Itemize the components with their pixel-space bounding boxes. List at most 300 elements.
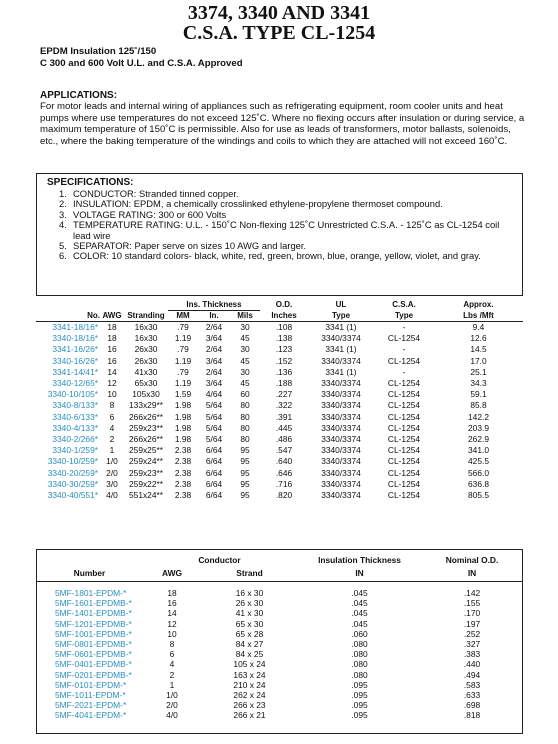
table-cell: CL-1254 bbox=[387, 400, 421, 411]
table-cell: 3340/3374 bbox=[321, 389, 361, 400]
title-line-2: C.S.A. TYPE CL-1254 bbox=[182, 22, 376, 44]
table-row bbox=[36, 412, 523, 423]
table-cell: .383 bbox=[463, 649, 481, 660]
table-row bbox=[36, 490, 523, 501]
table-cell: .045 bbox=[351, 588, 368, 598]
table-cell: 6/64 bbox=[205, 467, 223, 478]
table-cell: .045 bbox=[351, 618, 368, 629]
part-number: 3341-18/16* bbox=[52, 322, 98, 332]
table-row bbox=[37, 690, 522, 700]
table-cell: .79 bbox=[177, 322, 189, 332]
table-cell: 259x23** bbox=[129, 467, 163, 478]
table-row bbox=[36, 434, 523, 445]
table-cell: 6 bbox=[109, 411, 115, 422]
table-cell: 266 x 23 bbox=[233, 700, 266, 711]
table-cell: .252 bbox=[463, 628, 481, 639]
table-cell: 259x22** bbox=[129, 478, 163, 489]
applications-heading: APPLICATIONS: bbox=[40, 90, 118, 101]
table-cell: 30 bbox=[240, 322, 250, 332]
table-row bbox=[37, 608, 522, 618]
table-cell: .486 bbox=[275, 434, 293, 445]
table-cell: 3/64 bbox=[205, 378, 223, 389]
table-cell: 2 bbox=[169, 669, 175, 680]
table-cell: 6/64 bbox=[205, 478, 223, 489]
table-row bbox=[36, 344, 523, 355]
column-header: AWG bbox=[100, 311, 124, 322]
part-number: 3340-40/551* bbox=[47, 490, 98, 501]
column-header: Strand bbox=[202, 566, 297, 582]
table-cell: .818 bbox=[463, 710, 481, 721]
table-cell: .188 bbox=[275, 378, 293, 389]
table-cell: .445 bbox=[275, 422, 293, 433]
table-cell: 3/64 bbox=[205, 333, 223, 344]
part-number: 3341-16/26* bbox=[52, 344, 98, 355]
column-header: IN bbox=[297, 566, 422, 582]
table-cell: 4 bbox=[109, 422, 115, 433]
table-cell: 34.3 bbox=[470, 378, 487, 389]
table-cell: .123 bbox=[275, 344, 293, 355]
header-nominal-od: Nominal O.D. bbox=[445, 555, 499, 565]
table-cell: 5/64 bbox=[205, 411, 223, 422]
table-cell: CL-1254 bbox=[387, 490, 421, 501]
table-cell: - bbox=[402, 366, 406, 377]
table-cell: 163 x 24 bbox=[233, 669, 266, 680]
column-header: MM bbox=[168, 311, 198, 322]
part-number: 5MF-1401-EPDMB-* bbox=[55, 608, 132, 619]
table-cell: 3340/3374 bbox=[321, 434, 361, 445]
applications-text: For motor leads and internal wiring of appliances such as refrigerating equipment, room cooler units and heat pumps where use temperatures do not exceed 125˚C. Where no flexing occurs after insulation or during service, a maximum temperature of 150˚C is permissible. Also for use as leads of transformers, motor ballasts, solenoids, etc., where the baking temperature of the windings and coils to which they are attached will not exceed 160˚C. bbox=[40, 101, 525, 147]
table-cell: 1.98 bbox=[174, 411, 192, 422]
table-cell: 203.9 bbox=[468, 422, 489, 433]
table-cell: 3340/3374 bbox=[321, 378, 361, 389]
spec-item bbox=[59, 251, 519, 261]
part-number: 5MF-4041-EPDM-* bbox=[55, 710, 127, 721]
table-cell: CL-1254 bbox=[387, 333, 421, 344]
table-cell: .322 bbox=[275, 400, 293, 411]
table-row bbox=[37, 680, 522, 690]
table-cell: 12 bbox=[107, 378, 117, 389]
spec-item-text: CONDUCTOR: Stranded tinned copper. bbox=[73, 188, 239, 199]
table-cell: .640 bbox=[275, 456, 293, 467]
table-cell: 80 bbox=[240, 434, 250, 445]
header-ins-thickness: Ins. Thickness bbox=[168, 300, 260, 311]
table-cell: 266x26** bbox=[129, 411, 163, 422]
part-number: 3340-4/133* bbox=[52, 422, 98, 433]
table-cell: 266x26** bbox=[129, 434, 163, 445]
specifications-heading: SPECIFICATIONS: bbox=[47, 177, 134, 188]
column-header: Type bbox=[374, 311, 434, 322]
table-cell: CL-1254 bbox=[387, 378, 421, 389]
table-cell: .095 bbox=[351, 679, 368, 690]
table-cell: 2.38 bbox=[174, 490, 192, 501]
table-cell: .79 bbox=[177, 344, 189, 355]
table-cell: 26 x 30 bbox=[235, 598, 264, 609]
table-cell: 210 x 24 bbox=[233, 679, 266, 690]
specifications-list bbox=[59, 189, 519, 262]
table-cell: 85.8 bbox=[470, 400, 487, 411]
table-cell: CL-1254 bbox=[387, 456, 421, 467]
spec-item-number: 6. bbox=[59, 250, 67, 262]
table-cell: CL-1254 bbox=[387, 422, 421, 433]
table-cell: 18 bbox=[107, 333, 117, 344]
table-cell: 6 bbox=[169, 649, 175, 660]
table-row bbox=[37, 659, 522, 669]
table-cell: 14 bbox=[107, 366, 117, 377]
table-cell: .155 bbox=[463, 598, 481, 609]
table-cell: 805.5 bbox=[468, 490, 489, 501]
table-cell: 3340/3374 bbox=[321, 490, 361, 501]
table-row bbox=[36, 389, 523, 400]
spec-item-text: INSULATION: EPDM, a chemically crosslinked ethylene-propylene thermoset compound. bbox=[73, 198, 443, 210]
table-cell: 5/64 bbox=[205, 422, 223, 433]
part-number: 5MF-2021-EPDM-* bbox=[55, 700, 127, 711]
table-cell: 41 x 30 bbox=[235, 608, 264, 619]
table-cell: .547 bbox=[275, 445, 293, 456]
table-cell: 2.38 bbox=[174, 467, 192, 478]
table-cell: 1.98 bbox=[174, 434, 192, 445]
part-number: 5MF-0401-EPDMB-* bbox=[55, 659, 132, 670]
header-ul: UL bbox=[335, 300, 347, 310]
table-cell: 41x30 bbox=[134, 366, 158, 377]
table-cell: 2.38 bbox=[174, 456, 192, 467]
table-cell: 266 x 21 bbox=[233, 710, 266, 721]
table-cell: 1/0 bbox=[106, 456, 118, 467]
spec-item-text: TEMPERATURE RATING: U.L. - 150˚C Non-flexing 125˚C Unrestricted C.S.A. - 125˚C as CL-1254 coil lead wire bbox=[73, 219, 500, 241]
table-cell: 26x30 bbox=[134, 355, 158, 366]
table-cell: .108 bbox=[275, 322, 293, 332]
table-row bbox=[36, 468, 523, 479]
table-cell: 95 bbox=[240, 445, 250, 456]
column-header: Inches bbox=[260, 311, 308, 322]
part-number: 3341-14/41* bbox=[52, 366, 98, 377]
table-cell: .327 bbox=[463, 639, 481, 650]
table-cell: 3340/3374 bbox=[321, 478, 361, 489]
subtitle-line-1: EPDM Insulation 125˚/150 bbox=[40, 46, 157, 57]
spec-item-number: 5. bbox=[59, 240, 67, 252]
table-row bbox=[37, 619, 522, 629]
table-cell: .142 bbox=[463, 588, 481, 598]
part-number: 5MF-1201-EPDMB-* bbox=[55, 618, 132, 629]
table-cell: 5/64 bbox=[205, 400, 223, 411]
part-number: 3340-18/16* bbox=[52, 333, 98, 344]
table-cell: 10 bbox=[107, 389, 117, 400]
table-cell: .080 bbox=[351, 659, 368, 670]
spec-item-text: COLOR: 10 standard colors- black, white, red, green, brown, blue, orange, yellow, violet, and gray. bbox=[73, 250, 481, 262]
column-header: Lbs /Mft bbox=[434, 311, 523, 322]
table-cell: 3340/3374 bbox=[321, 400, 361, 411]
table-cell: .79 bbox=[177, 366, 189, 377]
table-cell: 30 bbox=[240, 366, 250, 377]
spec-item-number: 3. bbox=[59, 208, 67, 220]
table-row bbox=[37, 700, 522, 710]
table-cell: - bbox=[402, 322, 406, 332]
table-cell: 12.6 bbox=[470, 333, 487, 344]
spec-item-number: 1. bbox=[59, 188, 67, 199]
header-od: O.D. bbox=[275, 300, 293, 310]
table-cell: 551x24** bbox=[129, 490, 163, 501]
table-cell: 1.98 bbox=[174, 400, 192, 411]
table-cell: 12 bbox=[167, 618, 177, 629]
table-cell: 259x24** bbox=[129, 456, 163, 467]
table-cell: 2/0 bbox=[166, 700, 178, 711]
table-cell: 6/64 bbox=[205, 490, 223, 501]
table-row bbox=[36, 378, 523, 389]
table-cell: 262.9 bbox=[468, 434, 489, 445]
table-cell: 25.1 bbox=[470, 366, 487, 377]
table-cell: 133x29** bbox=[129, 400, 163, 411]
table-cell: 1.98 bbox=[174, 422, 192, 433]
table-cell: 45 bbox=[240, 333, 250, 344]
column-header: No. bbox=[36, 311, 100, 322]
table-cell: 95 bbox=[240, 456, 250, 467]
table-cell: 84 x 27 bbox=[235, 639, 264, 650]
part-number: 5MF-0201-EPDMB-* bbox=[55, 669, 132, 680]
table-cell: 4/0 bbox=[166, 710, 178, 721]
table-cell: .197 bbox=[463, 618, 481, 629]
table-cell: 3340/3374 bbox=[321, 411, 361, 422]
title-line-1: 3374, 3340 AND 3341 bbox=[187, 2, 371, 24]
table-cell: 3340/3374 bbox=[321, 456, 361, 467]
table-row bbox=[37, 598, 522, 608]
table-cell: 4/0 bbox=[106, 490, 118, 501]
table-cell: .095 bbox=[351, 700, 368, 711]
table-cell: 2.38 bbox=[174, 478, 192, 489]
table-cell: 2/0 bbox=[106, 467, 118, 478]
table-cell: .138 bbox=[275, 333, 293, 344]
header-approx: Approx. bbox=[463, 300, 494, 310]
column-header: Number bbox=[37, 566, 142, 582]
table-cell: 45 bbox=[240, 378, 250, 389]
table-cell: 3340/3374 bbox=[321, 333, 361, 344]
table-cell: .080 bbox=[351, 639, 368, 650]
table-cell: 4 bbox=[169, 659, 175, 670]
spec-item-text: VOLTAGE RATING: 300 or 600 Volts bbox=[73, 208, 227, 220]
table-cell: 65 x 28 bbox=[235, 628, 264, 639]
table-cell: 6/64 bbox=[205, 456, 223, 467]
table-row bbox=[37, 639, 522, 649]
table-cell: 17.0 bbox=[470, 355, 487, 366]
table-cell: .095 bbox=[351, 690, 368, 701]
spec-item-text: SEPARATOR: Paper serve on sizes 10 AWG and larger. bbox=[73, 240, 307, 252]
table-cell: 1.19 bbox=[174, 355, 192, 366]
table-row bbox=[36, 479, 523, 490]
header-conductor: Conductor bbox=[198, 555, 241, 565]
table-cell: 80 bbox=[240, 400, 250, 411]
table-cell: .633 bbox=[463, 690, 481, 701]
table-cell: CL-1254 bbox=[387, 411, 421, 422]
table-cell: 16 bbox=[107, 355, 117, 366]
table-cell: .716 bbox=[275, 478, 293, 489]
table-cell: 59.1 bbox=[470, 389, 487, 400]
table-cell: 26x30 bbox=[134, 344, 158, 355]
table-cell: .152 bbox=[275, 355, 293, 366]
table-cell: CL-1254 bbox=[387, 434, 421, 445]
table-cell: 6/64 bbox=[205, 445, 223, 456]
table-cell: 10 bbox=[167, 628, 177, 639]
table-cell: 18 bbox=[107, 322, 117, 332]
table-cell: 65x30 bbox=[134, 378, 158, 389]
table-cell: 45 bbox=[240, 355, 250, 366]
part-number: 3340-1/259* bbox=[52, 445, 98, 456]
table-cell: 636.8 bbox=[468, 478, 489, 489]
spec-item-number: 4. bbox=[59, 219, 67, 231]
table-cell: 16x30 bbox=[134, 333, 158, 344]
table-cell: 1/0 bbox=[166, 690, 178, 701]
table-cell: .080 bbox=[351, 669, 368, 680]
table-cell: 2/64 bbox=[205, 322, 223, 332]
table-cell: 14.5 bbox=[470, 344, 487, 355]
table-cell: 259x23** bbox=[129, 422, 163, 433]
table-cell: .095 bbox=[351, 710, 368, 721]
table-row bbox=[37, 582, 522, 599]
table-cell: 3341 (1) bbox=[325, 344, 357, 355]
table-cell: .646 bbox=[275, 467, 293, 478]
table-row bbox=[36, 333, 523, 344]
column-header: AWG bbox=[142, 566, 202, 582]
table-cell: 16 bbox=[167, 598, 177, 609]
table-row bbox=[36, 456, 523, 467]
table-cell: .060 bbox=[351, 628, 368, 639]
table-cell: 30 bbox=[240, 344, 250, 355]
conductor-table-box bbox=[36, 549, 523, 734]
table-cell: 341.0 bbox=[468, 445, 489, 456]
table-cell: .136 bbox=[275, 366, 293, 377]
table-cell: 3/0 bbox=[106, 478, 118, 489]
table-cell: 1.59 bbox=[174, 389, 192, 400]
table-cell: 3341 (1) bbox=[325, 366, 357, 377]
table-cell: 16 bbox=[107, 344, 117, 355]
table-cell: 8 bbox=[169, 639, 175, 650]
table-row bbox=[37, 670, 522, 680]
part-number: 5MF-0101-EPDM-* bbox=[55, 679, 127, 690]
table-row bbox=[36, 367, 523, 378]
table-cell: 4/64 bbox=[205, 389, 223, 400]
table-row bbox=[36, 445, 523, 456]
table-cell: 425.5 bbox=[468, 456, 489, 467]
table-row bbox=[36, 400, 523, 411]
table-cell: 18 bbox=[167, 588, 177, 598]
table-cell: .391 bbox=[275, 411, 293, 422]
table-cell: 105x30 bbox=[132, 389, 160, 400]
table-cell: .583 bbox=[463, 679, 481, 690]
table-cell: 80 bbox=[240, 411, 250, 422]
part-number: 3340-10/259* bbox=[47, 456, 98, 467]
table-cell: 1.19 bbox=[174, 378, 192, 389]
table-cell: 3340/3374 bbox=[321, 422, 361, 433]
part-number: 5MF-1011-EPDM-* bbox=[55, 690, 126, 701]
table-cell: 1 bbox=[109, 445, 115, 456]
table-cell: CL-1254 bbox=[387, 389, 421, 400]
part-number: 3340-30/259* bbox=[47, 478, 98, 489]
table-cell: CL-1254 bbox=[387, 467, 421, 478]
part-number: 3340-12/65* bbox=[52, 378, 98, 389]
part-number: 3340-16/26* bbox=[52, 355, 98, 366]
part-number: 3340-6/133* bbox=[52, 411, 98, 422]
table-cell: 3340/3374 bbox=[321, 445, 361, 456]
column-header: Mils bbox=[230, 311, 260, 322]
table-cell: CL-1254 bbox=[387, 478, 421, 489]
table-cell: 65 x 30 bbox=[235, 618, 264, 629]
part-number: 3340-8/133* bbox=[52, 400, 98, 411]
wire-spec-table bbox=[36, 300, 523, 501]
table-cell: .080 bbox=[351, 649, 368, 660]
conductor-table bbox=[37, 555, 522, 721]
table-cell: 60 bbox=[240, 389, 250, 400]
table-row bbox=[36, 423, 523, 434]
table-cell: .820 bbox=[275, 490, 293, 501]
table-cell: CL-1254 bbox=[387, 355, 421, 366]
table-cell: 259x25** bbox=[129, 445, 163, 456]
table-cell: 2 bbox=[109, 434, 115, 445]
table-row bbox=[37, 649, 522, 659]
part-number: 3340-20/259* bbox=[47, 467, 98, 478]
column-header: IN bbox=[422, 566, 522, 582]
table-cell: 16x30 bbox=[134, 322, 158, 332]
table-cell: 1.19 bbox=[174, 333, 192, 344]
table-cell: .440 bbox=[463, 659, 481, 670]
table-cell: 5/64 bbox=[205, 434, 223, 445]
table-row bbox=[36, 356, 523, 367]
table-cell: .494 bbox=[463, 669, 481, 680]
table-cell: 2/64 bbox=[205, 366, 223, 377]
table-cell: 95 bbox=[240, 478, 250, 489]
spec-item bbox=[59, 220, 519, 241]
part-number: 5MF-1001-EPDMB-* bbox=[55, 628, 132, 639]
table-cell: CL-1254 bbox=[387, 445, 421, 456]
table-cell: .227 bbox=[275, 389, 293, 400]
subtitle-line-2: C 300 and 600 Volt U.L. and C.S.A. Approved bbox=[40, 58, 243, 69]
part-number: 5MF-0601-EPDMB-* bbox=[55, 649, 132, 660]
table-cell: 566.0 bbox=[468, 467, 489, 478]
table-cell: 3340/3374 bbox=[321, 467, 361, 478]
header-insulation-thickness: Insulation Thickness bbox=[318, 555, 401, 565]
table-row bbox=[36, 322, 523, 334]
table-cell: .170 bbox=[463, 608, 481, 619]
table-cell: 2/64 bbox=[205, 344, 223, 355]
table-cell: - bbox=[402, 344, 406, 355]
table-cell: 3/64 bbox=[205, 355, 223, 366]
table-cell: 80 bbox=[240, 422, 250, 433]
part-number: 3340-10/105* bbox=[47, 389, 98, 400]
header-csa: C.S.A. bbox=[392, 300, 416, 310]
table-cell: 95 bbox=[240, 490, 250, 501]
column-header: In. bbox=[198, 311, 230, 322]
column-header: Type bbox=[308, 311, 374, 322]
table-cell: 9.4 bbox=[472, 322, 485, 332]
part-number: 5MF-0801-EPDMB-* bbox=[55, 639, 132, 650]
table-cell: 3340/3374 bbox=[321, 355, 361, 366]
part-number: 5MF-1801-EPDM-* bbox=[55, 588, 127, 598]
table-cell: 262 x 24 bbox=[233, 690, 266, 701]
column-header: Stranding bbox=[124, 311, 168, 322]
table-row bbox=[37, 710, 522, 720]
table-cell: .698 bbox=[463, 700, 481, 711]
table-cell: 142.2 bbox=[468, 411, 489, 422]
table-cell: 1 bbox=[169, 679, 175, 690]
table-cell: 3341 (1) bbox=[325, 322, 357, 332]
part-number: 3340-2/266* bbox=[52, 434, 98, 445]
table-cell: .045 bbox=[351, 598, 368, 609]
table-cell: 2.38 bbox=[174, 445, 192, 456]
specifications-box bbox=[36, 173, 523, 296]
table-row bbox=[37, 629, 522, 639]
table-cell: 14 bbox=[167, 608, 177, 619]
spec-item-number: 2. bbox=[59, 198, 67, 210]
table-cell: 84 x 25 bbox=[235, 649, 264, 660]
part-number: 5MF-1601-EPDMB-* bbox=[55, 598, 132, 609]
table-cell: 16 x 30 bbox=[235, 588, 264, 598]
table-cell: .045 bbox=[351, 608, 368, 619]
